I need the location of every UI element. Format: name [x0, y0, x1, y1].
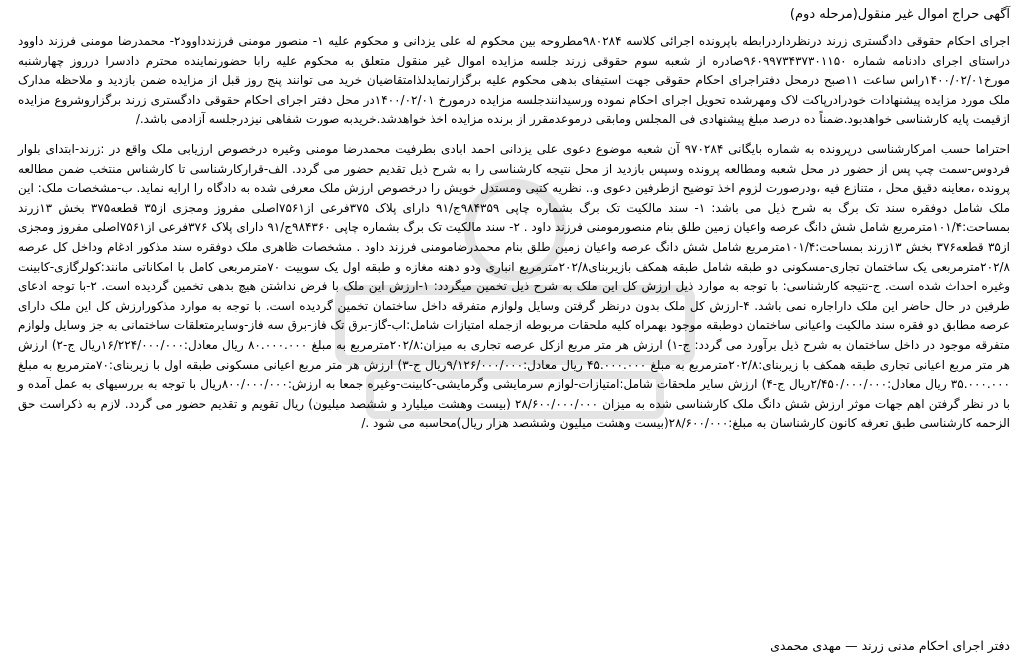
notice-title: آگهی حراج اموال غیر منقول(مرحله دوم) — [789, 7, 1010, 22]
auction-paragraph: اجرای احکام حقوقی دادگستری زرند درنظرداردرابطه باپرونده اجرائی کلاسه ۹۸۰۲۸۴مطروحه بین محکوم له علی یزدانی و محکوم علیه ۱- منصور مومنی فرزندداوود۲- محمدرضا مومنی فرزند داوود دراستای اجرای دادنامه شماره ۹۶۰۹۹۷۳۴۳۷۳۰۱۱۵۰صادره از شعبه سوم حقوقی زرند جلسه مزایده اموال غیر منقول متعلق به محکوم علیه رابا حضورنماینده محترم دادسرا درروز چهارشنبه مورخ۱۴۰۰/۰۲/۰۱راس ساعت ۱۱صبح درمحل دفتراجرای احکام حقوقی جهت استیفای بدهی محکوم علیه برگزارنمایدلذامتقاضیان خرید می توانند پنج روز قبل از مزایده ضمن بازدید و ملاحظه مدارک ملک مورد مزایده پیشنهادات خودرادرپاکت لاک ومهرشده تحویل اجرای احکام نموده ورسیدانندجلسه مزایده درمورخ ۱۴۰۰/۰۲/۰۱در محل دفتر اجرای احکام حقوقی دادگستری زرند برگزاروشروع مزایده ازقیمت پایه کارشناسی خواهدبود.ضمناً ده درصد مبلغ پیشنهادی فی المجلس ومابقی درموعدمقرر از برنده مزایده اخذ خواهدشد.خریدبه صورت شفاهی نیزدرجلسه آزادمی باشد./ — [18, 34, 1011, 127]
notice-signature: دفتر اجرای احکام مدنی زرند — مهدی محمدی — [770, 638, 1010, 653]
appraisal-paragraph: احتراما حسب امرکارشناسی درپرونده به شماره بایگانی ۹۷۰۲۸۴ آن شعبه موضوع دعوی علی یزدانی احمد ابادی بطرفیت محمدرضا مومنی وغیره درخصوص ارزیابی ملک واقع در :زرند-ابتدای بلوار فردوس-سمت چپ پس از حضور در محل شعبه ومطالعه پرونده وسپس بازدید از محل نتیجه کارشناسی را به شرح ذیل تقدیم حضور می گردد. الف-قرارکارشناسی تا کارشناس منتخب ضمن مطالعه پرونده ،معاینه دقیق محل ، متنازع فیه ،ودرصورت لزوم اخذ توضیح ازطرفین دعوی و.. نظریه کتبی ومستدل خویش را درخصوص ارزش ملک معرفی شده به دادگاه را ارایه نماید. ب-مشخصات ملک: این ملک شامل دوفقره سند تک برگ به شرح ذیل می باشد: ۱- سند مالکیت تک برگ بشماره چاپی ۹۸۴۳۵۹ج/۹۱ دارای پلاک ۳۷۵فرعی از۷۵۶۱اصلی مفروز ومجزی از۳۵ قطعه۳۷۵ بخش ۱۳زرند بمساحت:۱۰۱/۴مترمربع شامل شش دانگ عرصه واعیان زمین طلق بنام منصورمومنی فرزند داود . ۲- سند مالکیت تک برگ بشماره چاپی ۹۸۴۳۶۰ج/۹۱ دارای پلاک ۳۷۶فرعی از۷۵۶۱اصلی مفروز ومجزی از۳۵ قطعه۳۷۶ بخش ۱۳زرند بمساحت:۱۰۱/۴مترمربع شامل شش دانگ عرصه واعیان زمین طلق بنام محمدرضامومنی فرزند داود . مشخصات ظاهری ملک دوفقره سند مذکور ادغام وداخل کل عرصه ۲۰۲/۸مترمربعی یک ساختمان تجاری-مسکونی دو طبقه شامل طبقه همکف بازیربنای۲۰۲/۸مترمربع انباری ودو دهنه مغازه و طبقه اول یک سوییت ۷۰مترمربعی کامل با امکاناتی مانند:کولرگازی-کابینت وغیره احداث شده است. ج-نتیجه کارشناسی: با توجه به موارد ذیل ارزش کل این ملک به شرح ذیل تخمین میگردد: ۱-ارزش این ملک با فرض نداشتن هیچ بدهی تخمین گردیده است. ۲-با توجه ادعای طرفین در حال حاضر این ملک داراجاره نمی باشد. ۴-ارزش کل ملک بدون درنظر گرفتن وسایل ولوازم متفرقه داخل ساختمان تخمین گردیده است. با توجه به موارد مذکورارزش کل این ملک دارای عرصه مطابق دو فقره سند مالکیت واعیانی ساختمان دوطبقه موجود بهمراه کلیه ملحقات مربوطه ازجمله امتیازات شامل:اب-گاز-برق تک فاز-برق سه فاز-وسایرمتعلقات ساختمانی به جز وسایل ولوازم متفرقه موجود در داخل ساختمان به شرح ذیل برآورد می گردد: ج-۱) ارزش هر متر مربع ازکل عرصه تجاری به میزان:۲۰۲/۸مترمربع به مبلغ ۸۰.۰۰۰.۰۰۰ ریال معادل:۱۶/۲۲۴/۰۰۰/۰۰۰ریال ج-۲) ارزش هر متر مربع اعیانی تجاری طبقه همکف با زیربنای:۲۰۲/۸مترمربع به مبلغ ۴۵.۰۰۰.۰۰۰ ریال معادل:۹/۱۲۶/۰۰۰/۰۰۰ریال ج-۳) ارزش هر متر مربع اعیانی مسکونی طبقه اول با زیربنای:۷۰مترمربع به مبلغ ۳۵.۰۰۰.۰۰۰ ریال معادل:۲/۴۵۰/۰۰۰/۰۰۰ریال ج-۴) ارزش سایر ملحقات شامل:امتیازات-لوازم سرمایشی وگرمایشی-کابینت-وغیره جمعا به ارزش:۸۰۰/۰۰۰/۰۰۰ریال با توجه به بررسیهای به عمل آمده و با در نظر گرفتن اهم جهات موثر ارزش شش دانگ ملک کارشناسی شده به میزان ۲۸/۶۰۰/۰۰۰/۰۰۰ (بیست وهشت میلیارد و ششصد میلیون) ریال تقویم و تقدیم حضور می گردد. لازم به ذکراست حق الزحمه کارشناسی طبق تعرفه کانون کارشناسان به مبلغ:۲۸/۶۰۰/۰۰۰(بیست وهشت میلیون وششصد هزار ریال)محاسبه می شود ./ — [18, 141, 1011, 431]
